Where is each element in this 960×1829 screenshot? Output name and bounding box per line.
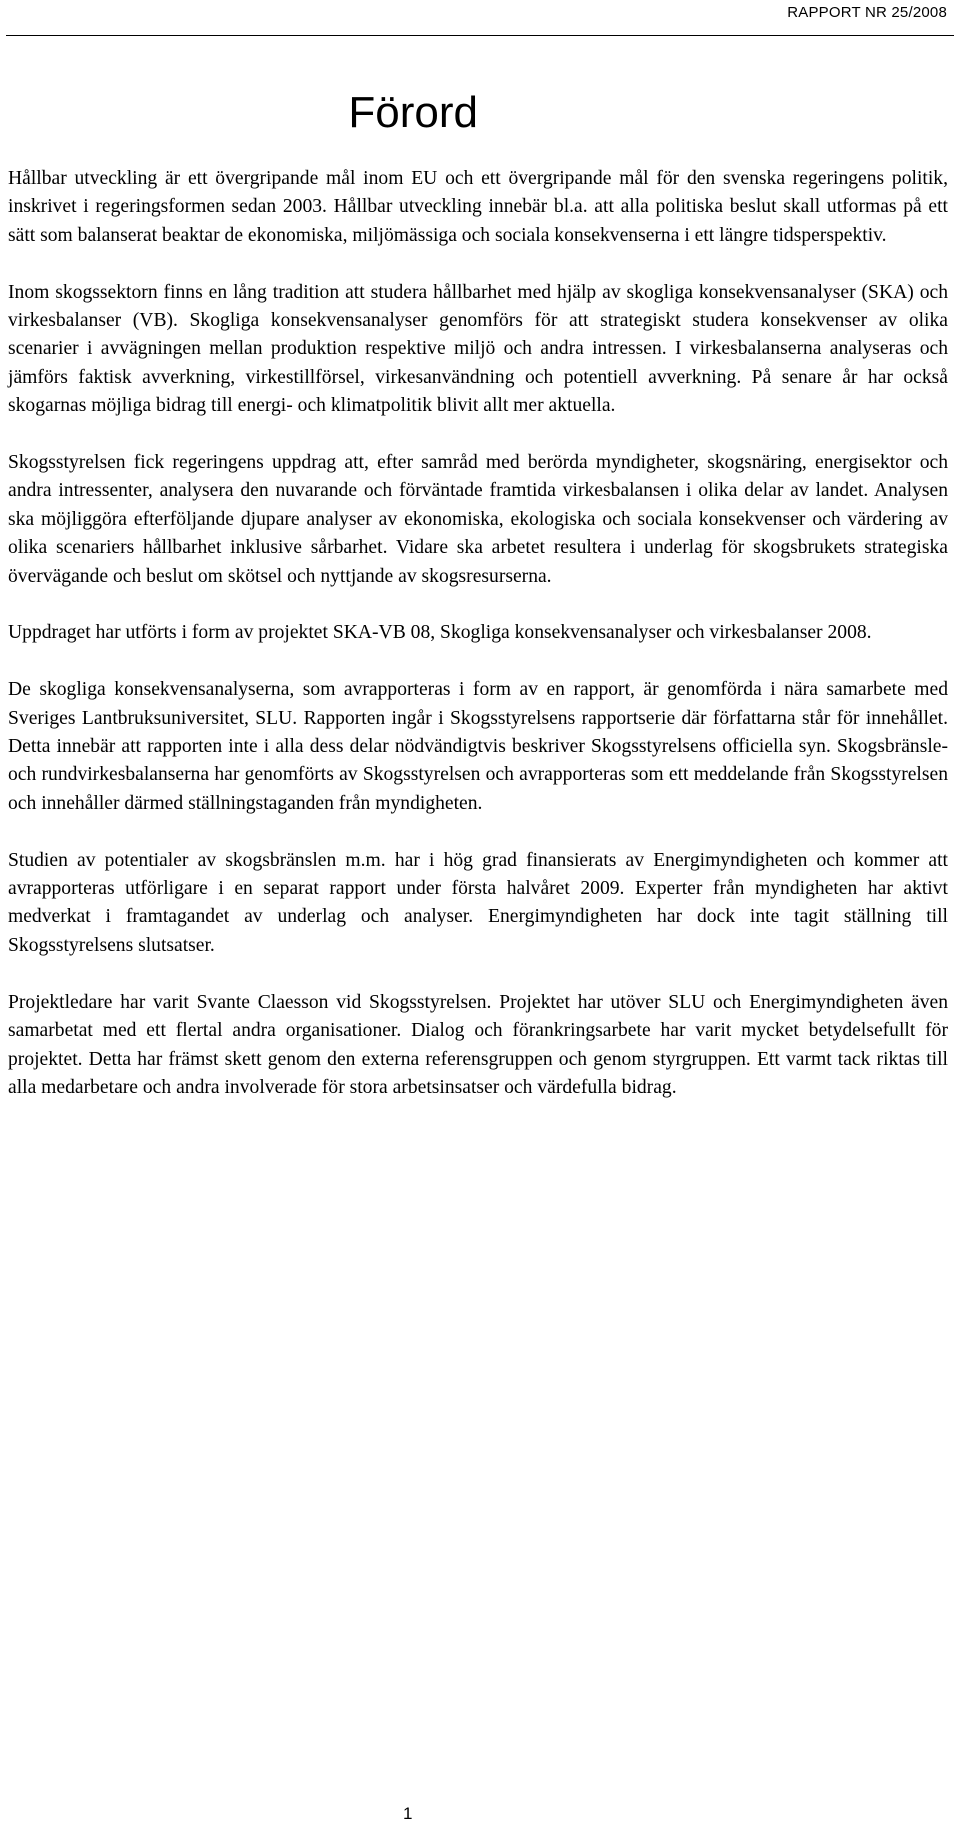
paragraph-forest-sector-tradition: Inom skogssektorn finns en lång tradition att studera hållbarhet med hjälp av skogliga konsekvensanalyser (SKA) och virkesbalanser (VB). Skogliga konsekvensanalyser genomförs för att strategiskt studera konsekvenser av olika scenarier i avvägningen mellan produktion respektive miljö och andra intressen. I virkesbalanserna analyseras och jämförs faktisk avverkning, virkestillförsel, virkesanvändning och potentiell avverkning. På senare år har också skogarnas möjliga bidrag till energi- och klimatpolitik blivit allt mer aktuella.	[8, 281, 948, 417]
header-divider	[6, 35, 954, 36]
report-number-header: RAPPORT NR 25/2008	[787, 4, 947, 21]
page-number: 1	[403, 1804, 413, 1823]
paragraph-sustainable-development: Hållbar utveckling är ett övergripande mål inom EU och ett övergripande mål för den svenska regeringens politik, inskrivet i regeringsformen sedan 2003. Hållbar utveckling innebär bl.a. att alla politiska beslut skall utformas på ett sätt som balanserat beaktar de ekonomiska, miljömässiga och sociala konsekvenserna i ett längre tidsperspektiv.	[8, 168, 948, 246]
paragraph-government-assignment: Skogsstyrelsen fick regeringens uppdrag att, efter samråd med berörda myndigheter, skogsnäring, energisektor och andra intressenter, analysera den nuvarande och förväntade framtida virkesbalansen i olika delar av landet. Analysen ska möjliggöra efterföljande djupare analyser av ekonomiska, ekologiska och sociala konsekvenser och värdering av olika scenariers hållbarhet inklusive sårbarhet. Vidare ska arbetet resultera i underlag för skogsbrukets strategiska övervägande och beslut om skötsel och nyttjande av skogsresurserna.	[8, 452, 948, 587]
page-title: Förord	[348, 88, 478, 137]
paragraph-energy-agency-study: Studien av potentialer av skogsbränslen m.m. har i hög grad finansierats av Energimyndigheten och kommer att avrapporteras utförligare i en separat rapport under första halvåret 2009. Experter från myndigheten har aktivt medverkat i framtagandet av underlag och analyser. Energimyndigheten har dock inte tagit ställning till Skogsstyrelsens slutsatser.	[8, 849, 948, 956]
foreword-body	[8, 165, 948, 1131]
paragraph-consequence-analyses: De skogliga konsekvensanalyserna, som avrapporteras i form av en rapport, är genomförda i nära samarbete med Sveriges Lantbruksuniversitet, SLU. Rapporten ingår i Skogsstyrelsens rapportserie där författarna står för innehållet. Detta innebär att rapporten inte i alla dess delar nödvändigtvis beskriver Skogsstyrelsens officiella syn. Skogsbränsle- och rundvirkesbalanserna har genomförts av Skogsstyrelsen och avrapporteras som ett meddelande från Skogsstyrelsen och innehåller därmed ställningstaganden från myndigheten.	[8, 679, 948, 814]
paragraph-acknowledgements: Projektledare har varit Svante Claesson vid Skogsstyrelsen. Projektet har utöver SLU och Energimyndigheten även samarbetat med ett flertal andra organisationer. Dialog och förankringsarbete har varit mycket betydelsefullt för projektet. Detta har främst skett genom den externa referensgruppen och genom styrgruppen. Ett varmt tack riktas till alla medarbetare och andra involverade för stora arbetsinsatser och värdefulla bidrag.	[8, 991, 948, 1098]
paragraph-project-ska-vb: Uppdraget har utförts i form av projektet SKA-VB 08, Skogliga konsekvensanalyser och virkesbalanser 2008.	[8, 622, 872, 644]
